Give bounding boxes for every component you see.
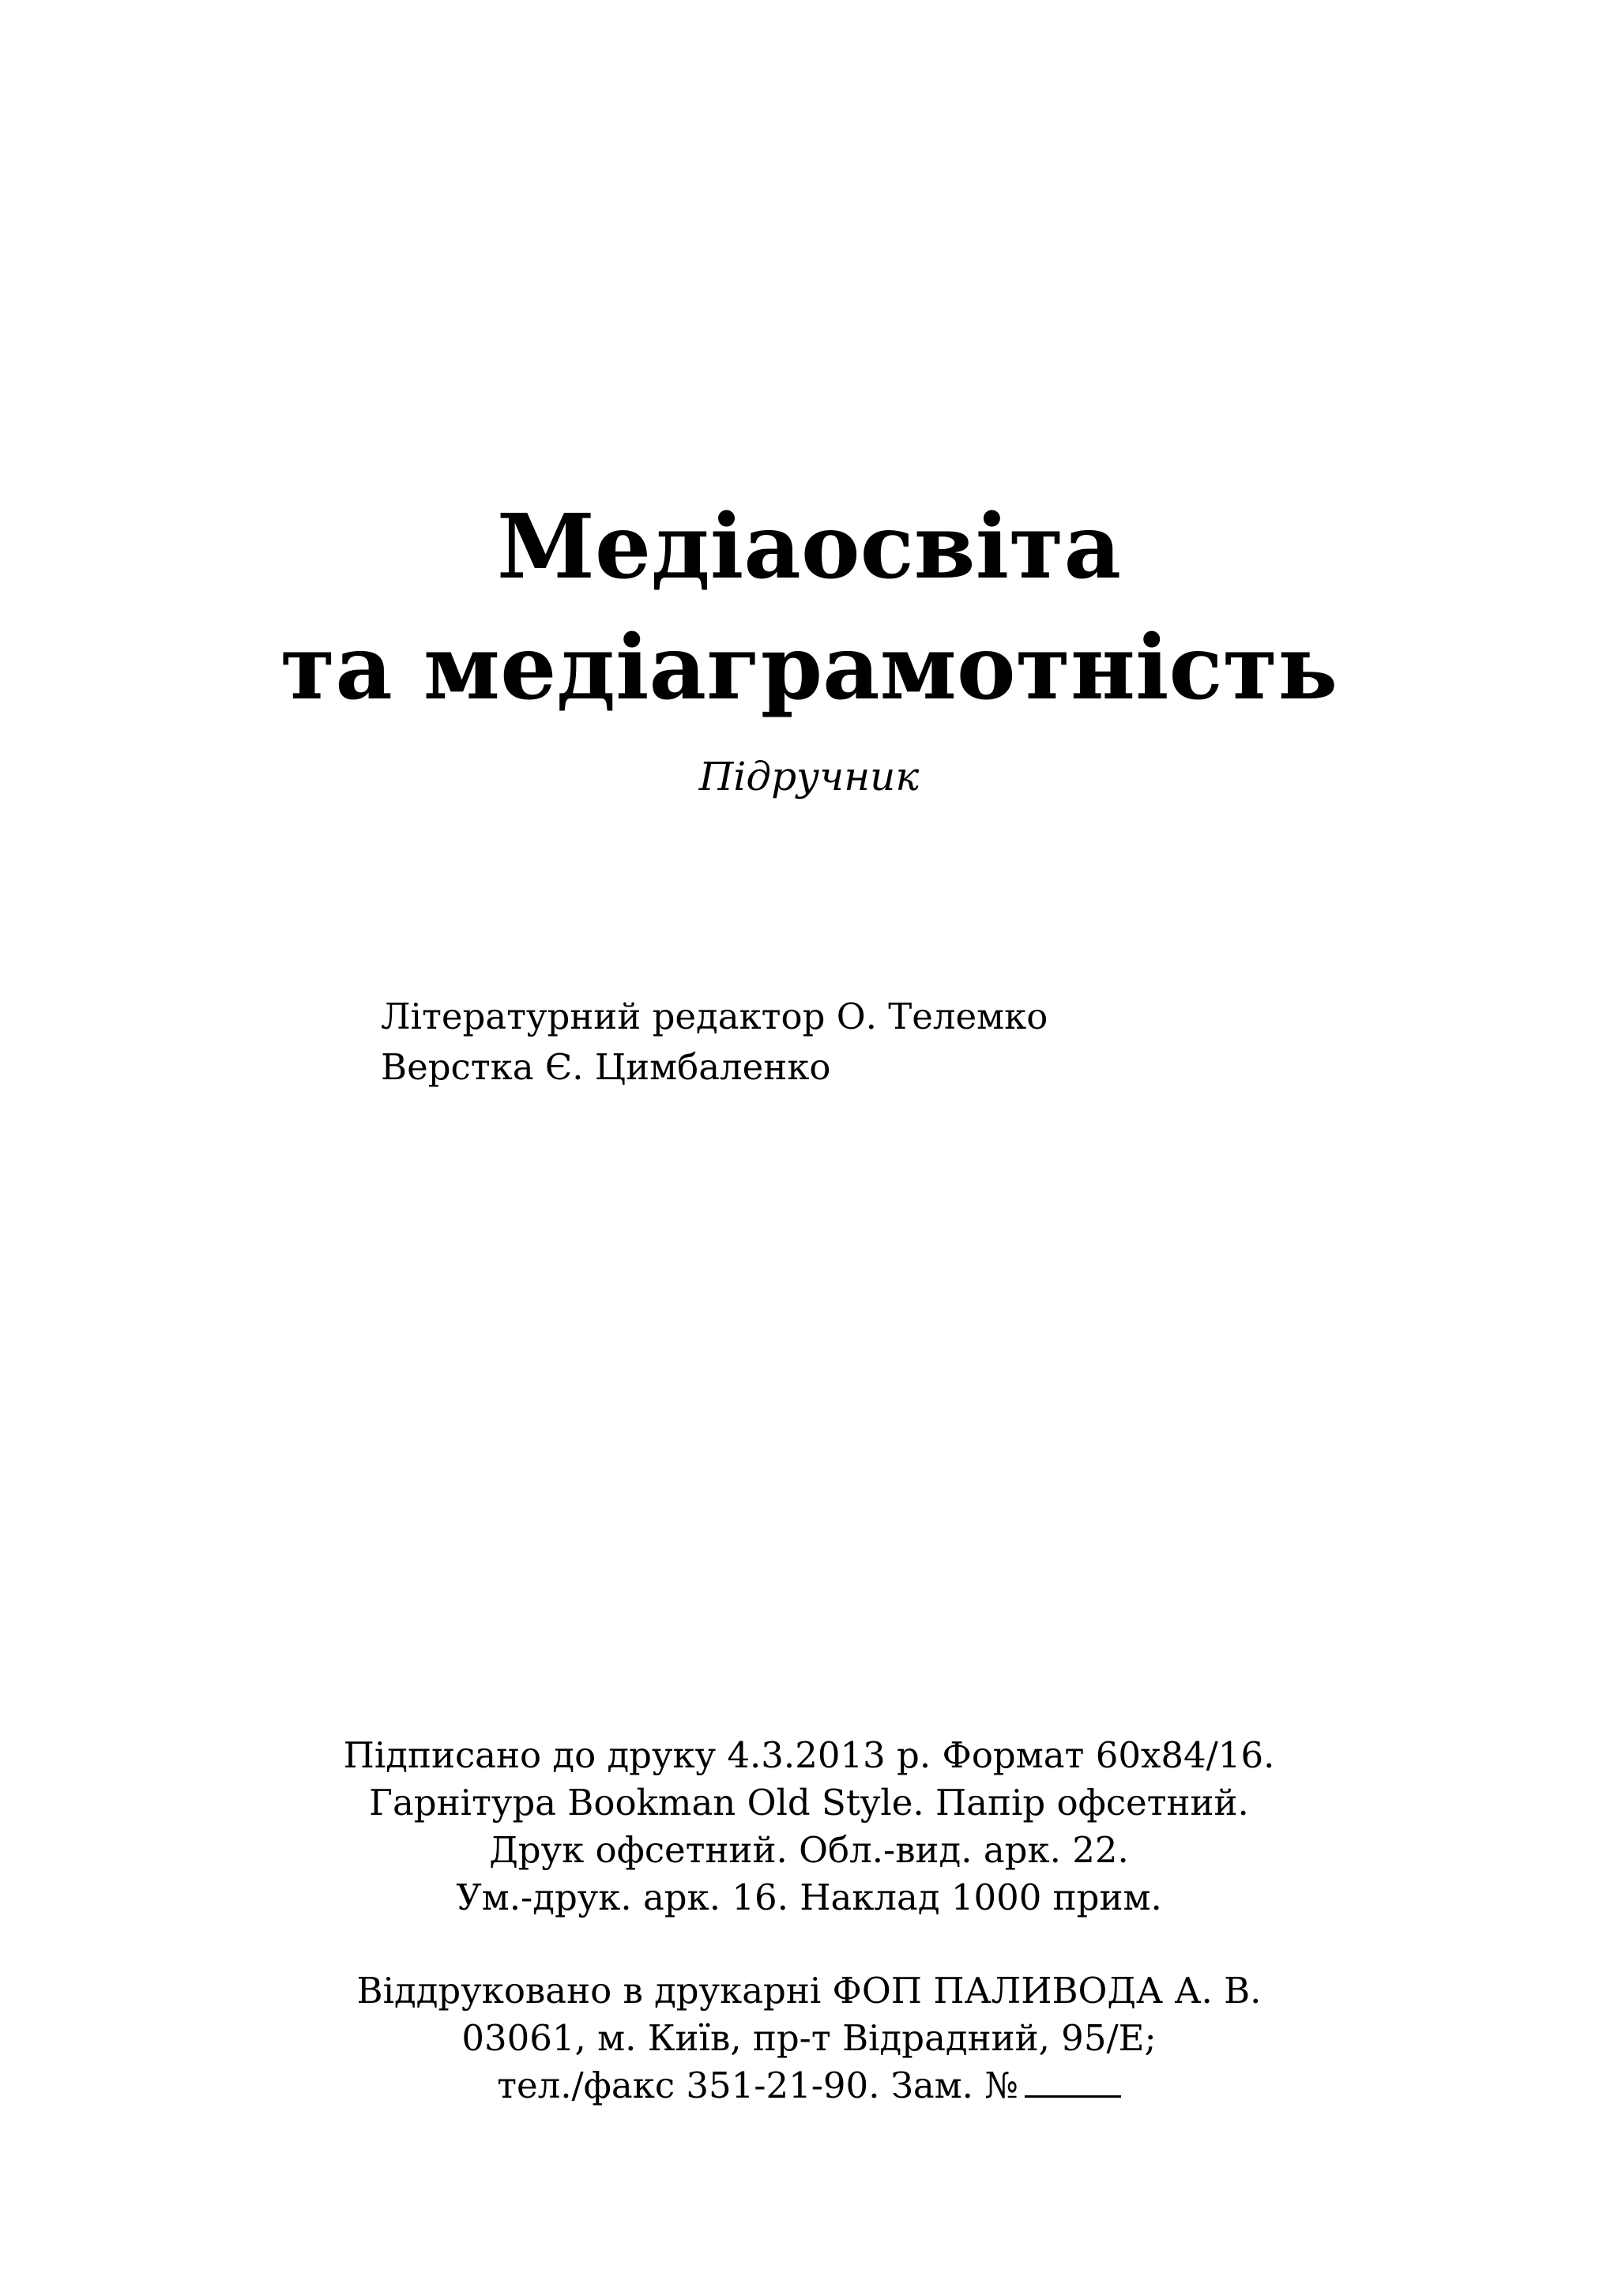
print-details-line: Друк офсетний. Обл.-вид. арк. 22. — [489, 1829, 1129, 1871]
printer-details-block — [0, 1967, 1618, 2110]
book-title-line-2: та медіаграмотність — [280, 616, 1338, 720]
print-details-line: Підписано до друку 4.3.2013 р. Формат 60x84/16. — [343, 1734, 1275, 1776]
printer-details-line: 03061, м. Київ, пр-т Відрадний, 95/Е; — [461, 2017, 1157, 2059]
layout-credit: Верстка Є. Цимбаленко — [381, 1046, 831, 1088]
print-details-line: Гарнітура Bookman Old Style. Папір офсетний. — [369, 1782, 1249, 1824]
book-subtitle: Підручник — [698, 754, 920, 800]
order-number-blank — [1025, 2067, 1121, 2098]
printer-details-line — [0, 2062, 1618, 2110]
print-details-line: Ум.-друк. арк. 16. Наклад 1000 прим. — [456, 1876, 1162, 1918]
print-details-block — [0, 1732, 1618, 1921]
printer-contact-text: тел./факс 351-21-90. Зам. № — [497, 2065, 1018, 2106]
printer-details-line: Віддруковано в друкарні ФОП ПАЛИВОДА А. В. — [356, 1970, 1262, 2012]
book-title-line-1: Медіаосвіта — [496, 495, 1122, 599]
credits-block — [381, 992, 1048, 1093]
literary-editor-credit: Літературний редактор О. Телемко — [381, 996, 1048, 1037]
